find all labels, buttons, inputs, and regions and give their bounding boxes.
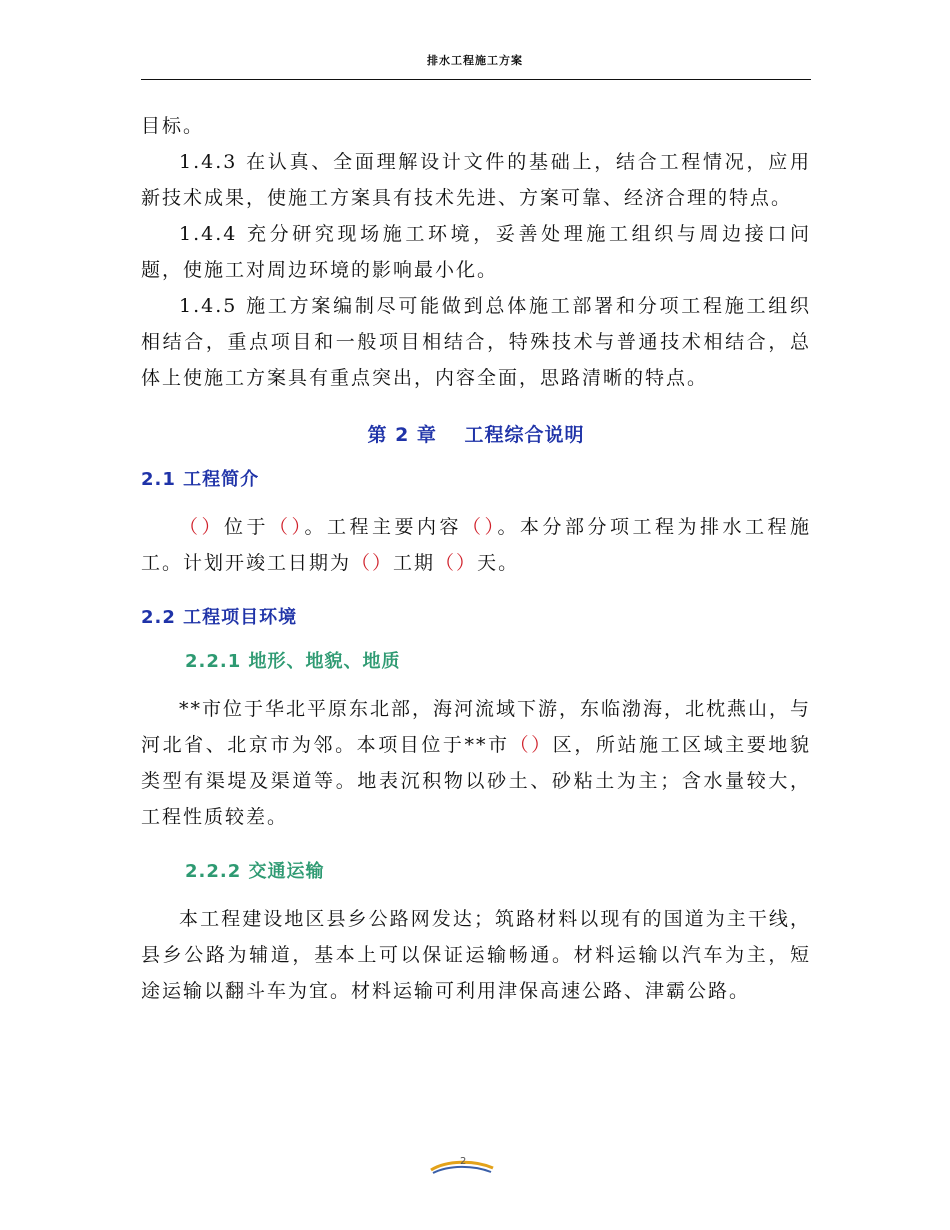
- placeholder-blank: （）: [351, 552, 394, 574]
- section-2-2-2-body: 本工程建设地区县乡公路网发达；筑路材料以现有的国道为主干线，县乡公路为辅道，基本上可以保证运输畅通。材料运输以汽车为主，短途运输以翻斗车为宜。材料运输可利用津保高速公路、津霸公路。: [141, 908, 811, 1002]
- chapter-title: 第 2 章 工程综合说明: [367, 424, 585, 446]
- paragraph-1-4-5: 1.4.5 施工方案编制尽可能做到总体施工部署和分项工程施工组织相结合，重点项目和一般项目相结合，特殊技术与普通技术相结合，总体上使施工方案具有重点突出，内容全面，思路清晰的特点。: [141, 295, 811, 389]
- text-span: 。工程主要内容: [304, 516, 462, 538]
- paragraph-target-tail: 目标。: [141, 115, 205, 137]
- paragraph-1-4-4: 1.4.4 充分研究现场施工环境，妥善处理施工组织与周边接口问题，使施工对周边环境的影响最小化。: [141, 223, 811, 281]
- page-number: 2: [460, 1156, 467, 1167]
- text-span: 。本分部分项工程为排水工程施工。计划开竣工日期为: [141, 516, 811, 574]
- section-2-1-heading: 2.1 工程简介: [141, 469, 260, 490]
- page-header-title: 排水工程施工方案: [427, 54, 523, 67]
- placeholder-blank: （）: [179, 516, 224, 538]
- placeholder-blank: （）: [509, 734, 553, 756]
- section-2-1-body: [141, 509, 811, 581]
- placeholder-blank: （）: [435, 552, 478, 574]
- section-2-2-1-body: [141, 691, 811, 835]
- section-2-2-1-heading: 2.2.1 地形、地貌、地质: [185, 651, 401, 672]
- text-span: 工期: [393, 552, 436, 574]
- text-span: 位于: [224, 516, 269, 538]
- placeholder-blank: （）: [461, 516, 498, 538]
- header-divider: [141, 79, 811, 80]
- footer-logo-swoosh-icon: [427, 1152, 497, 1178]
- section-2-2-2-heading: 2.2.2 交通运输: [185, 861, 325, 882]
- document-body: [141, 108, 811, 1009]
- text-span: **市位于华北平原东北部，海河流域下游，东临渤海，北枕燕山，与河北省、北京市为邻。本项目位于**市: [141, 698, 812, 756]
- text-span: 天。: [477, 552, 520, 574]
- section-2-2-heading: 2.2 工程项目环境: [141, 607, 298, 628]
- paragraph-1-4-3: 1.4.3 在认真、全面理解设计文件的基础上，结合工程情况，应用新技术成果，使施工方案具有技术先进、方案可靠、经济合理的特点。: [141, 151, 811, 209]
- placeholder-blank: （）: [269, 516, 305, 538]
- text-span: 区，所站施工区域主要地貌类型有渠堤及渠道等。地表沉积物以砂土、砂粘土为主；含水量较大，工程性质较差。: [141, 734, 811, 828]
